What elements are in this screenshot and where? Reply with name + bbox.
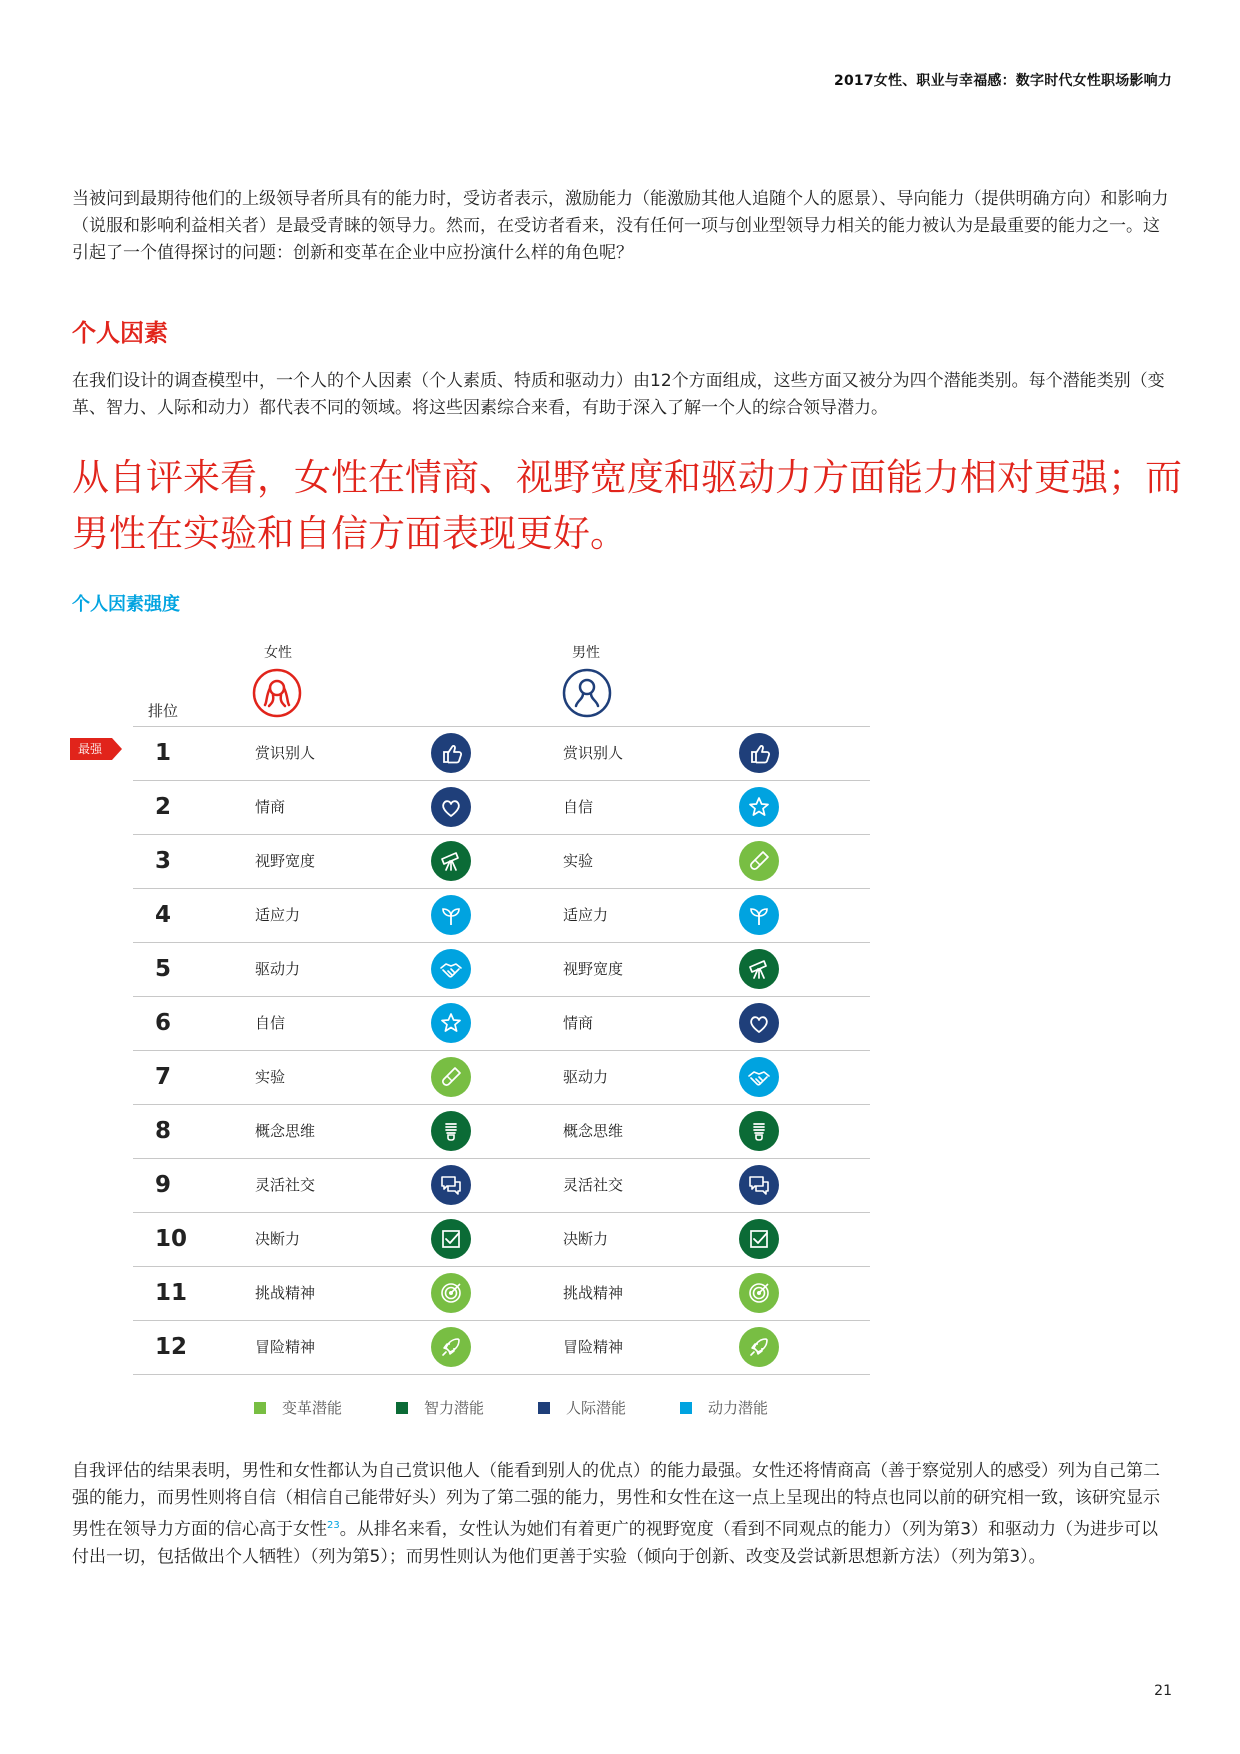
sprout-icon <box>431 895 471 935</box>
men-factor: 灵活社交 <box>563 1176 624 1194</box>
table-row <box>133 1320 870 1375</box>
men-factor: 冒险精神 <box>563 1338 624 1356</box>
closing-text-b: 。从排名来看，女性认为她们有着更广的视野宽度（看到不同观点的能力）（列为第3）和驱动力（为进步可以付出一切，包括做出个人牺牲）（列为第5）；而男性则认为他们更善于实验（倾向于创新、改变及尝试新思想新方法）（列为第3）。 <box>72 1519 1159 1567</box>
rocket-icon <box>739 1327 779 1367</box>
thumbs-up-icon <box>431 733 471 773</box>
strongest-label: 最强 <box>77 742 102 756</box>
telescope-icon <box>431 841 471 881</box>
chart-legend <box>254 1398 822 1418</box>
men-factor: 视野宽度 <box>563 960 624 978</box>
rank-number: 5 <box>155 956 172 982</box>
women-factor: 概念思维 <box>255 1122 316 1140</box>
men-factor: 驱动力 <box>563 1068 609 1086</box>
star-icon <box>739 787 779 827</box>
table-row <box>133 942 870 996</box>
women-factor: 情商 <box>255 798 286 816</box>
legend-item <box>680 1398 768 1418</box>
telescope-icon <box>739 949 779 989</box>
legend-item <box>396 1398 484 1418</box>
legend-swatch <box>254 1402 266 1414</box>
men-factor: 挑战精神 <box>563 1284 624 1302</box>
rank-number: 6 <box>155 1010 172 1036</box>
table-row <box>133 1266 870 1320</box>
rank-number: 12 <box>155 1334 188 1360</box>
legend-swatch <box>396 1402 408 1414</box>
chat-icon <box>739 1165 779 1205</box>
rocket-icon <box>431 1327 471 1367</box>
table-row <box>133 996 870 1050</box>
table-row <box>133 780 870 834</box>
footnote-ref: 23 <box>327 1520 340 1531</box>
lightbulb-icon <box>431 1111 471 1151</box>
women-factor: 决断力 <box>255 1230 301 1248</box>
table-row <box>133 1104 870 1158</box>
men-factor: 概念思维 <box>563 1122 624 1140</box>
legend-label: 动力潜能 <box>708 1399 769 1417</box>
running-header: 2017女性、职业与幸福感：数字时代女性职场影响力 <box>834 73 1172 89</box>
men-column-label: 男性 <box>572 645 600 661</box>
women-factor: 视野宽度 <box>255 852 316 870</box>
factor-ranking-table <box>133 726 870 1375</box>
rank-column-label: 排位 <box>148 702 179 720</box>
table-row <box>133 726 870 780</box>
closing-text-a: 自我评估的结果表明，男性和女性都认为自己赏识他人（能看到别人的优点）的能力最强。女性还将情商高（善于察觉别人的感受）列为自己第二强的能力，而男性则将自信（相信自己能带好头）列为了第二强的能力，男性和女性在这一点上呈现出的特点也同以前的研究相一致，该研究显示男性在领导力方面的信心高于女性 <box>72 1461 1160 1540</box>
legend-label: 变革潜能 <box>282 1399 343 1417</box>
men-factor: 情商 <box>563 1014 594 1032</box>
chart-title: 个人因素强度 <box>72 594 180 615</box>
rank-number: 10 <box>155 1226 188 1252</box>
women-factor: 实验 <box>255 1068 286 1086</box>
women-column-label: 女性 <box>264 645 292 661</box>
rank-number: 7 <box>155 1064 172 1090</box>
rank-number: 8 <box>155 1118 172 1144</box>
table-row <box>133 1212 870 1266</box>
legend-item <box>538 1398 626 1418</box>
women-factor: 赏识别人 <box>255 744 316 762</box>
men-factor: 决断力 <box>563 1230 609 1248</box>
legend-swatch <box>538 1402 550 1414</box>
thumbs-up-icon <box>739 733 779 773</box>
male-icon <box>562 668 612 718</box>
men-factor: 自信 <box>563 798 594 816</box>
target-icon <box>431 1273 471 1313</box>
intro-paragraph: 当被问到最期待他们的上级领导者所具有的能力时，受访者表示，激励能力（能激励其他人追随个人的愿景）、导向能力（提供明确方向）和影响力（说服和影响利益相关者）是最受青睐的领导力。然而，在受访者看来，没有任何一项与创业型领导力相关的能力被认为是最重要的能力之一。这引起了一个值得探讨的问题：创新和变革在企业中应扮演什么样的角色呢？ <box>72 189 1169 263</box>
women-factor: 适应力 <box>255 906 301 924</box>
test-tube-icon <box>431 1057 471 1097</box>
checkbox-icon <box>739 1219 779 1259</box>
table-row <box>133 888 870 942</box>
sprout-icon <box>739 895 779 935</box>
checkbox-icon <box>431 1219 471 1259</box>
legend-label: 人际潜能 <box>566 1399 627 1417</box>
handshake-icon <box>739 1057 779 1097</box>
women-factor: 灵活社交 <box>255 1176 316 1194</box>
section-paragraph: 在我们设计的调查模型中，一个人的个人因素（个人素质、特质和驱动力）由12个方面组成，这些方面又被分为四个潜能类别。每个潜能类别（变革、智力、人际和动力）都代表不同的领域。将这些因素综合来看，有助于深入了解一个人的综合领导潜力。 <box>72 371 1165 418</box>
table-row <box>133 1158 870 1212</box>
rank-number: 4 <box>155 902 172 928</box>
strongest-tag <box>70 738 122 760</box>
women-factor: 自信 <box>255 1014 286 1032</box>
women-factor: 冒险精神 <box>255 1338 316 1356</box>
legend-label: 智力潜能 <box>424 1399 485 1417</box>
table-row <box>133 834 870 888</box>
target-icon <box>739 1273 779 1313</box>
men-factor: 适应力 <box>563 906 609 924</box>
rank-number: 2 <box>155 794 172 820</box>
handshake-icon <box>431 949 471 989</box>
legend-item <box>254 1398 342 1418</box>
heart-icon <box>739 1003 779 1043</box>
rank-number: 9 <box>155 1172 172 1198</box>
men-factor: 实验 <box>563 852 594 870</box>
legend-swatch <box>680 1402 692 1414</box>
men-factor: 赏识别人 <box>563 744 624 762</box>
test-tube-icon <box>739 841 779 881</box>
female-icon <box>252 668 302 718</box>
lightbulb-icon <box>739 1111 779 1151</box>
rank-number: 3 <box>155 848 172 874</box>
rank-number: 11 <box>155 1280 188 1306</box>
women-factor: 驱动力 <box>255 960 301 978</box>
table-row <box>133 1050 870 1104</box>
pull-quote: 从自评来看，女性在情商、视野宽度和驱动力方面能力相对更强；而男性在实验和自信方面表现更好。 <box>72 456 1182 555</box>
heart-icon <box>431 787 471 827</box>
women-factor: 挑战精神 <box>255 1284 316 1302</box>
section-title: 个人因素 <box>72 319 168 347</box>
star-icon <box>431 1003 471 1043</box>
rank-number: 1 <box>155 740 172 766</box>
chat-icon <box>431 1165 471 1205</box>
page-number: 21 <box>1154 1683 1172 1699</box>
closing-paragraph <box>72 1458 1172 1571</box>
